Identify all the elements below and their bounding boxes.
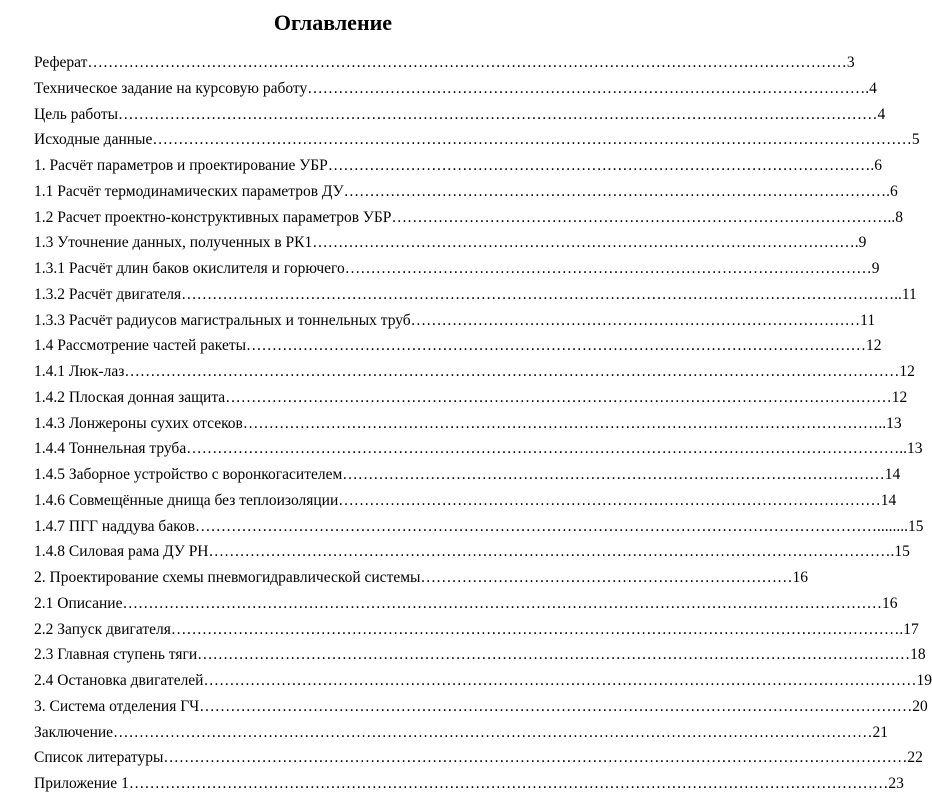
toc-entry-leader-dots: …………………………………………………………………………………………….: [327, 157, 875, 174]
toc-entry: [34, 359, 915, 385]
toc-entry-leader-dots: ……………………………………………………………………………………..: [391, 208, 896, 226]
toc-entry-leader-dots: ……………………………………………………………………………………………: [338, 491, 881, 509]
toc-entry: [34, 385, 908, 411]
toc-entry-label: 1.2 Расчет проектно-конструктивных параметров УБР: [34, 208, 392, 226]
toc-entry-page-number: 13: [886, 414, 902, 432]
toc-entry: [34, 179, 898, 205]
toc-entry-page-number: 21: [872, 723, 889, 741]
toc-entry: [34, 745, 923, 771]
toc-entry-label: Техническое задание на курсовую работу: [34, 79, 308, 97]
toc-entry-leader-dots: …………………………………………………………………………………………………………………: [225, 388, 892, 406]
toc-entry-page-number: 6: [890, 182, 898, 200]
toc-entry: [34, 642, 926, 668]
toc-entry-page-number: 12: [866, 337, 882, 355]
toc-entry: [34, 462, 901, 488]
toc-entry-label: 1.4.1 Люк-лаз: [34, 363, 125, 380]
toc-entry-leader-dots: …………………………………………………………………………………………………………………………………: [128, 775, 889, 792]
toc-entry-leader-dots: …………………………………………………………………………………………: [344, 260, 872, 277]
toc-entry-page-number: 5: [911, 131, 920, 149]
toc-entry: [34, 282, 917, 308]
toc-entry-leader-dots: …………………………………………………………………………………………………………………………: [197, 646, 911, 664]
toc-entry-page-number: 6: [874, 157, 882, 174]
toc-title: Оглавление: [273, 10, 393, 35]
toc-entry-leader-dots: …………………………………………………………………………………………………………………………………: [122, 594, 882, 612]
toc-entry-page-number: 9: [871, 260, 880, 277]
toc-entry-label: Цель работы: [34, 105, 119, 123]
toc-entry-page-number: 18: [910, 646, 926, 664]
toc-entry-page-number: 22: [907, 749, 923, 767]
toc-entry-leader-dots: …………………………………………………………………………………………………………………………: [203, 672, 917, 689]
toc-entry-page-number: 12: [899, 363, 915, 380]
toc-entry-label: 1.4 Рассмотрение частей ракеты: [34, 337, 247, 355]
toc-entry-label: 1.4.7 ПГГ наддува баков: [34, 517, 196, 535]
toc-entry-page-number: 19: [916, 672, 932, 689]
toc-entry-page-number: 20: [912, 697, 928, 715]
toc-entry-label: 1.3.3 Расчёт радиусов магистральных и тоннельных труб: [34, 311, 411, 329]
toc-entry-label: 1.4.8 Силовая рама ДУ РН: [34, 543, 209, 561]
toc-entry-page-number: 4: [869, 79, 877, 97]
toc-entry-label: 1.4.5 Заборное устройство с воронкогасителем: [34, 466, 343, 483]
toc-entry: [34, 308, 876, 334]
toc-entry: [34, 591, 898, 617]
toc-entry-leader-dots: …………………………………………………………………………………………………………………….: [208, 543, 895, 561]
toc-entry: [34, 771, 904, 797]
toc-entry-label: 1. Расчёт параметров и проектирование УБР: [34, 157, 328, 174]
toc-entry-leader-dots: …………………………………………………………………………………………………………: [246, 337, 867, 355]
toc-entry: [34, 436, 923, 462]
toc-entry-leader-dots: …………………………………………………………………………………………………………………………..: [181, 285, 902, 303]
toc-entry: [34, 256, 880, 282]
toc-entry-leader-dots: …………………………………………………………………………………………………………………………………: [152, 131, 912, 149]
toc-entry-page-number: 3: [846, 54, 855, 71]
toc-entry-leader-dots: …………………………………………………………………………………………………………………………..: [186, 440, 907, 458]
toc-entry: [34, 565, 808, 591]
toc-entry-page-number: 15: [908, 517, 924, 535]
toc-entry: [34, 230, 867, 256]
toc-entry-label: 1.3 Уточнение данных, полученных в РК1: [34, 234, 313, 252]
toc-entry-page-number: 14: [880, 491, 897, 509]
toc-entry-label: 1.4.2 Плоская донная защита: [34, 388, 226, 406]
toc-entry-page-number: 23: [888, 775, 904, 792]
toc-entry-page-number: 4: [877, 105, 886, 123]
toc-entry-label: Реферат: [34, 54, 88, 71]
toc-entry: [34, 205, 903, 231]
toc-entry-label: 1.4.4 Тоннельная труба: [34, 440, 187, 458]
toc-entry-label: Приложение 1: [34, 775, 129, 792]
toc-entry-leader-dots: ……………………………………………………………………………………………………………………........: [195, 517, 909, 535]
toc-entry-label: 1.3.2 Расчёт двигателя: [34, 285, 182, 303]
toc-entry-leader-dots: ……………………………………………………………………………………………………………………………………: [124, 363, 900, 380]
toc-entry-leader-dots: …………………………………………………………………………………………………………………………: [199, 697, 913, 715]
toc-entry-page-number: 17: [903, 620, 919, 638]
toc-entry-label: 3. Система отделения ГЧ: [34, 697, 200, 715]
toc-entry-leader-dots: ………………………………………………………………………………………………………………………………: [163, 749, 908, 767]
toc-entry: [34, 50, 855, 76]
toc-entry-label: 1.3.1 Расчёт длин баков окислителя и горючего: [34, 260, 345, 277]
toc-entry: [34, 127, 920, 153]
toc-entry-page-number: 8: [895, 208, 903, 226]
toc-entry-label: 1.4.3 Лонжероны сухих отсеков: [34, 414, 243, 432]
toc-entry-label: Список литературы: [34, 749, 164, 767]
toc-entry-leader-dots: …………………………………………………………………………………………………………………………………: [87, 54, 847, 71]
toc-entry-leader-dots: …………………………………………………………………………………………………………………………….: [170, 620, 904, 638]
toc-list: [34, 50, 932, 797]
toc-entry: [34, 333, 882, 359]
toc-entry-leader-dots: ……………………………………………………………………………………………: [342, 466, 885, 483]
toc-entry-label: Заключение: [34, 723, 114, 741]
toc-entry-label: 2. Проектирование схемы пневмогидравлической системы: [34, 569, 421, 586]
toc-entry-leader-dots: ………………………………………………………………: [420, 569, 793, 586]
toc-entry: [34, 514, 924, 540]
toc-entry-page-number: 11: [901, 285, 917, 303]
toc-entry-page-number: 16: [792, 569, 808, 586]
toc-entry-page-number: 14: [884, 466, 901, 483]
toc-entry: [34, 617, 919, 643]
toc-entry: [34, 668, 932, 694]
toc-entry-label: 2.3 Главная ступень тяги: [34, 646, 198, 664]
toc-entry-page-number: 9: [858, 234, 867, 252]
toc-entry: [34, 411, 902, 437]
toc-entry-leader-dots: …………………………………………………………………………………………………………………………………: [118, 105, 878, 123]
toc-entry: [34, 488, 897, 514]
toc-entry-page-number: 11: [860, 311, 876, 329]
toc-entry-page-number: 15: [894, 543, 910, 561]
toc-entry-label: 2.2 Запуск двигателя: [34, 620, 171, 638]
toc-entry-label: 1.4.6 Совмещённые днища без теплоизоляции: [34, 491, 339, 509]
toc-entry-page-number: 13: [906, 440, 923, 458]
toc-entry-leader-dots: …………………………………………………………………………………………….: [343, 182, 891, 200]
toc-entry: [34, 694, 928, 720]
toc-entry-leader-dots: …………………………………………………………………………………………….: [312, 234, 859, 252]
toc-entry-label: 2.4 Остановка двигателей: [34, 672, 204, 689]
toc-entry-label: 1.1 Расчёт термодинамических параметров ДУ: [34, 182, 344, 200]
toc-entry-leader-dots: …………………………………………………………………………………………………………………………………: [113, 723, 873, 741]
toc-entry: [34, 539, 910, 565]
toc-entry-label: 2.1 Описание: [34, 594, 123, 612]
toc-entry-leader-dots: ……………………………………………………………………………………………………………..: [242, 414, 887, 432]
toc-entry-leader-dots: ……………………………………………………………………………………………….: [307, 79, 870, 97]
toc-entry-page-number: 12: [891, 388, 908, 406]
toc-entry: [34, 720, 889, 746]
toc-entry: [34, 76, 877, 102]
toc-entry-page-number: 16: [881, 594, 898, 612]
toc-entry: [34, 102, 886, 128]
toc-entry: [34, 153, 882, 179]
toc-entry-leader-dots: ……………………………………………………………………………: [410, 311, 861, 329]
toc-entry-label: Исходные данные: [34, 131, 153, 149]
